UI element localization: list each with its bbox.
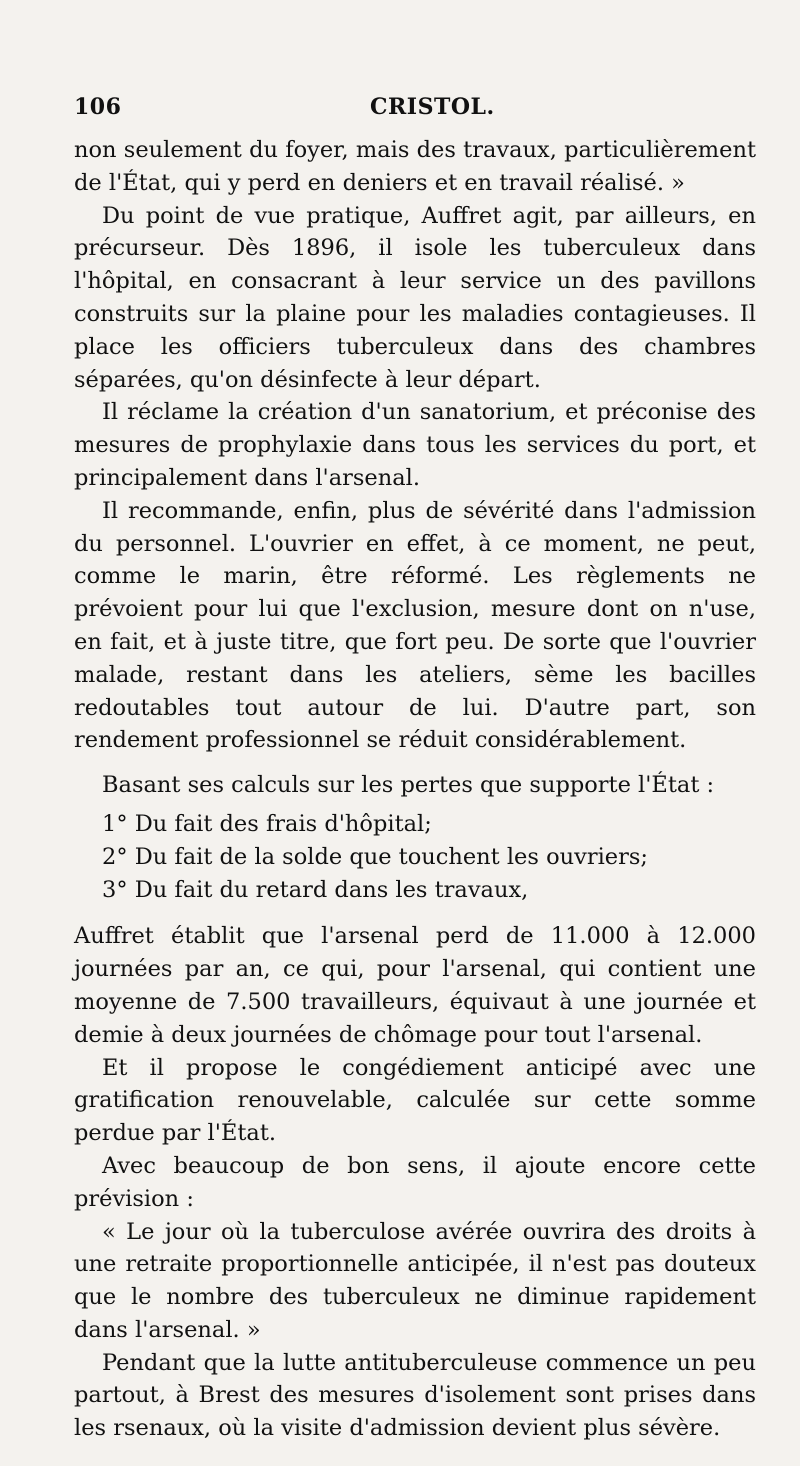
running-title: CRISTOL. [370, 94, 495, 120]
page-body [74, 134, 756, 1445]
paragraph: Pendant que la lutte antituberculeuse commence un peu partout, à Brest des mesures d'isolement sont prises dans les rsenaux, où la visite d'admission devient plus sévère. [74, 1349, 756, 1442]
paragraph: Et il propose le congédiement anticipé avec une gratification renouvelable, calculée sur cette somme perdue par l'État. [74, 1054, 756, 1147]
paragraph: Avec beaucoup de bon sens, il ajoute encore cette prévision : [74, 1152, 756, 1212]
paragraph: Basant ses calculs sur les pertes que supporte l'État : [102, 772, 715, 799]
list-item: 3° Du fait du retard dans les travaux, [102, 876, 529, 903]
paragraph: Il réclame la création d'un sanatorium, et préconise des mesures de prophylaxie dans tous les services du port, et principalement dans l'arsenal. [74, 399, 756, 491]
list-item: 2° Du fait de la solde que touchent les ouvriers; [102, 843, 648, 870]
paragraph: Du point de vue pratique, Auffret agit, par ailleurs, en précurseur. Dès 1896, il isole les tuberculeux dans l'hôpital, en consacrant à leur service un des pavillons construits sur la plaine pour les maladies contagieuses. Il place les officiers tuberculeux dans des chambres séparées, qu'on désinfecte à leur départ. [74, 202, 756, 393]
paragraph: Il recommande, enfin, plus de sévérité dans l'admission du personnel. L'ouvrier en effet, à ce moment, ne peut, comme le marin, être réformé. Les règlements ne prévoient pour lui que l'exclusion, mesure dont on n'use, en fait, et à juste titre, que fort peu. De sorte que l'ouvrier malade, restant dans les ateliers, sème les bacilles redoutables tout autour de lui. D'autre part, son rendement professionnel se réduit considérablement. [74, 497, 756, 754]
paragraph: non seulement du foyer, mais des travaux, particulièrement de l'État, qui y perd en deniers et en travail réalisé. » [74, 137, 756, 196]
paragraph: Auffret établit que l'arsenal perd de 11.000 à 12.000 journées par an, ce qui, pour l'arsenal, qui contient une moyenne de 7.500 travailleurs, équivaut à une journée et demie à deux journées de chômage pour tout l'arsenal. [74, 923, 756, 1048]
page-header [74, 94, 756, 134]
page-number: 106 [74, 94, 122, 120]
enumerated-list [74, 808, 756, 906]
quotation-paragraph: « Le jour où la tuberculose avérée ouvrira des droits à une retraite proportionnelle anticipée, il n'est pas douteux que le nombre des tuberculeux ne diminue rapidement dans l'arsenal. » [74, 1218, 756, 1343]
list-item: 1° Du fait des frais d'hôpital; [102, 810, 432, 837]
